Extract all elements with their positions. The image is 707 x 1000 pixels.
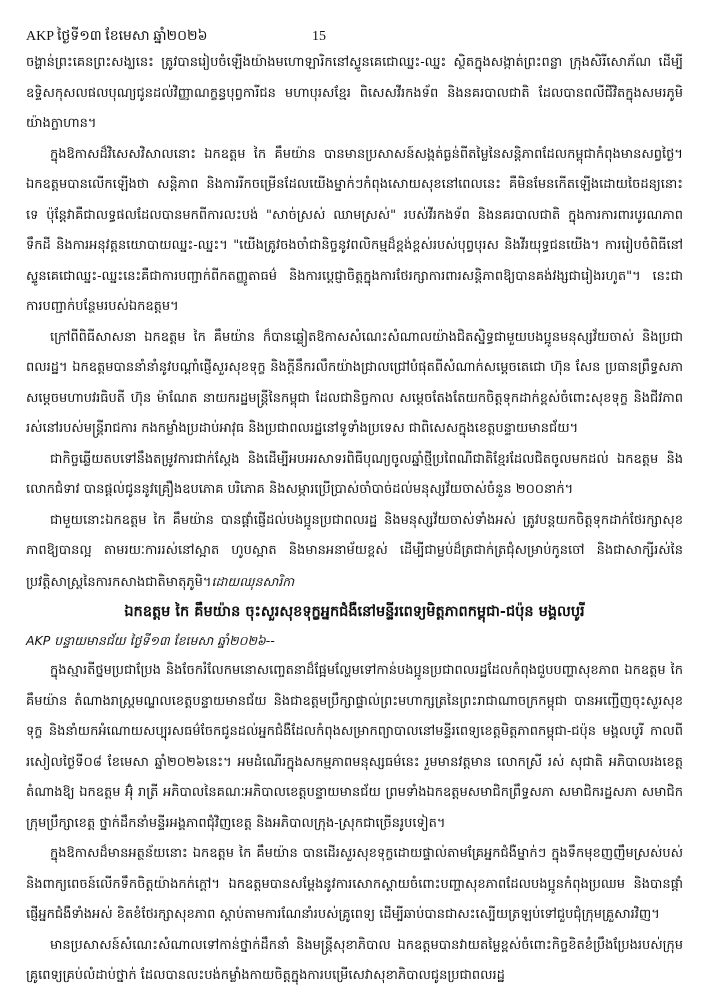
article-1-byline: ដោយឈុនសារិកា: [211, 573, 295, 589]
article-2-dateline: AKP បន្ទាយមានជ័យ ថ្ងៃទី១៣ ខែមេសា ឆ្នាំ២០២៦--: [26, 633, 275, 648]
article-2-paragraph: មានប្រសាសន៍សំណេះសំណាលទៅកាន់ថ្នាក់ដឹកនាំ និងមន្ត្រីសុខាភិបាល ឯកឧត្តមបានវាយតម្លៃខ្ពស់ចំពោះកិច្ចខិតខំប្រឹងប្រែងរបស់ក្រុមគ្រូពេទ្យគ្រប់លំដាប់ថ្នាក់ ដែលបានលះបង់កម្លាំងកាយចិត្តក្នុងការបម្រើសេវាសុខាភិបាលជូនប្រជាពលរដ្ឋ: [26, 937, 683, 983]
article-1-paragraph-last: [26, 506, 683, 599]
article-2-headline: ឯកឧត្តម កៃ គឹមយ៉ាន ចុះសួរសុខទុក្ខអ្នកជំងឺនៅមន្ទីរពេទ្យមិត្តភាពកម្ពុជា-ជប៉ុន មង្គលបូរី: [124, 604, 585, 620]
article-1-paragraph-text: ជាមួយនោះឯកឧត្តម កៃ គឹមយ៉ាន បានផ្តាំផ្ញើដល់បងប្អូនប្រជាពលរដ្ឋ និងមនុស្សវ័យចាស់ទាំងអស់ ត្រូវបន្តយកចិត្តទុកដាក់ថែរក្សាសុខភាពឱ្យបានល្អ តាមរយៈការរស់នៅស្អាត ហូបស្អាត និងមានអនាម័យខ្ពស់ ដើម្បីជាម្លប់ដ៏ត្រជាក់ត្រជុំសម្រាប់កូនចៅ និងជាសាក្សីរស់នៃប្រវត្តិសាស្ត្រនៃការកសាងជាតិមាតុភូមិ។: [26, 512, 683, 590]
article-2: [26, 598, 683, 992]
article-2-paragraph: ក្នុងស្មារតីថ្នមប្រជាប្រែង និងចែករំលែកមនោសញ្ចេតនាដ៏ផ្អែមល្ហែមទៅកាន់បងប្អូនប្រជាពលរដ្ឋដែលកំពុងជួបបញ្ហាសុខភាព ឯកឧត្តម កៃ គឹមយ៉ាន តំណាងរាស្ត្រមណ្ឌលខេត្តបន្ទាយមានជ័យ និងជាឧត្តមប្រឹក្សាផ្ទាល់ព្រះមហាក្សត្រនៃព្រះរាជាណាចក្រកម្ពុជា បានអញ្ជើញចុះសួរសុខទុក្ខ និងនាំយកអំណោយសប្បុរសធម៌ចែកជូនដល់អ្នកជំងឺដែលកំពុងសម្រាកព្យាបាលនៅមន្ទីរពេទ្យខេត្តមិត្តភាពកម្ពុជា-ជប៉ុន មង្គលបូរី កាលពីរសៀលថ្ងៃទី០៨ ខែមេសា ឆ្នាំ២០២៦នេះ។ អមដំណើរក្នុងសកម្មភាពមនុស្សធម៌នេះ រួមមានវត្តមាន លោកស្រី រស់ សុជាតិ អភិបាលរងខេត្ត តំណាងឱ្យ ឯកឧត្តម អ៊ុំ រាត្រី អភិបាលនៃគណៈអភិបាលខេត្តបន្ទាយមានជ័យ ព្រមទាំងឯកឧត្តមសមាជិកព្រឹទ្ធសភា សមាជិករដ្ឋសភា សមាជិកក្រុមប្រឹក្សាខេត្ត ថ្នាក់ដឹកនាំមន្ទីរអង្គភាពជុំវិញខេត្ត និងអភិបាលក្រុង-ស្រុកជាច្រើនរូបទៀត។: [26, 663, 683, 831]
article-1-paragraph: ចង្ហាន់ព្រះគេនព្រះសង្ឃនេះ ត្រូវបានរៀបចំឡើងយ៉ាងមហោឡារិកនៅស្ទូនគេជោឈ្នះ-ឈ្នះ ស្ថិតក្នុងសង្កាត់ព្រះពន្លា ក្រុងសិរីសោភ័ណ ដើម្បីឧទ្ទិសកុសលផលបុណ្យជូនដល់វិញ្ញាណក្ខន្ធបុព្វការីជន មហាបុរសខ្មែរ ពិសេសវីរកងទ័ព និងនគរបាលជាតិ ដែលបានពលីជីវិតក្នុងសមរភូមិយ៉ាងក្លាហាន។: [26, 55, 683, 131]
page-number: 15: [312, 29, 326, 44]
article-1-paragraph: ក្រៅពីពិធីសាសនា ឯកឧត្តម កៃ គឹមយ៉ាន ក៏បានឆ្លៀតឱកាសសំណេះសំណាលយ៉ាងជិតស្និទ្ធជាមួយបងប្អូនមនុស្សវ័យចាស់ និងប្រជាពលរដ្ឋ។ ឯកឧត្តមបាននាំនាំនូវបណ្តាំផ្ញើសួរសុខទុក្ខ និងក្តីនឹករលឹកយ៉ាងជ្រាលជ្រៅបំផុតពីសំណាក់សម្តេចតេជោ ហ៊ុន សែន ប្រធានព្រឹទ្ធសភា សម្តេចមហាបវរធិបតី ហ៊ុន ម៉ាណែត នាយករដ្ឋមន្ត្រីនៃកម្ពុជា ដែលជានិច្ចកាល សម្តេចតែងតែយកចិត្តទុកដាក់ខ្ពស់ចំពោះសុខទុក្ខ និងជីវភាពរស់នៅរបស់មន្ត្រីរាជការ កងកម្លាំងប្រដាប់អាវុធ និងប្រជាពលរដ្ឋនៅទូទាំងប្រទេស ជាពិសេសក្នុងខេត្តបន្ទាយមានជ័យ។: [26, 329, 683, 436]
article-1-paragraph: ជាកិច្ចឆ្លើយតបទៅនឹងតម្រូវការជាក់ស្តែង និងដើម្បីអបអរសាទរពិធីបុណ្យចូលឆ្នាំថ្មីប្រពៃណីជាតិខ្មែរដែលជិតចូលមកដល់ ឯកឧត្តម និងលោកជំទាវ បានផ្តល់ជូននូវគ្រឿងឧបភោគ បរិភោគ និងសម្ភារប្រើប្រាស់ចាំបាច់ដល់មនុស្សវ័យចាស់ចំនួន ២០០នាក់។: [26, 451, 683, 497]
header-dateline: AKP ថ្ងៃទី១៣ ខែមេសា ឆ្នាំ២០២៦: [26, 29, 208, 44]
article-2-paragraph: ក្នុងឱកាសដ៏មានអត្ថន័យនោះ ឯកឧត្តម កៃ គឹមយ៉ាន បានដើរសួរសុខទុក្ខដោយផ្ទាល់តាមគ្រែអ្នកជំងឺម្នាក់ៗ ក្នុងទឹកមុខញញឹមស្រស់បស់ និងពាក្យពេចន៍លើកទឹកចិត្តយ៉ាងកក់ក្តៅ។ ឯកឧត្តមបានសម្តែងនូវការសោកស្តាយចំពោះបញ្ហាសុខភាពដែលបងប្អូនកំពុងប្រឈម និងបានផ្តាំផ្ញើអ្នកជំងឺទាំងអស់ ខិតខំថែរក្សាសុខភាព ស្តាប់តាមការណែនាំរបស់គ្រូពេទ្យ ដើម្បីឆាប់បានជាសះស្បើយត្រឡប់ទៅជួបជុំក្រុមគ្រួសារវិញ។: [26, 846, 683, 922]
page-header: [26, 28, 683, 48]
article-1: [26, 48, 683, 598]
article-1-paragraph: ក្នុងឱកាសដ៏វិសេសវិសាលនោះ ឯកឧត្តម កៃ គឹមយ៉ាន បានមានប្រសាសន៍សង្កត់ធ្ងន់ពីតម្លៃនៃសន្តិភាពដែលកម្ពុជាកំពុងមានសព្វថ្ងៃ។ ឯកឧត្តមបានលើកឡើងថា សន្តិភាព និងការរីកចម្រើនដែលយើងម្នាក់ៗកំពុងសោយសុខនៅពេលនេះ គឺមិនមែនកើតឡើងដោយចៃដន្យនោះទេ ប៉ុន្តែវាគឺជាលទ្ធផលដែលបានមកពីការលះបង់ "សាច់ស្រស់ ឈាមស្រស់" របស់វីរកងទ័ព និងនគរបាលជាតិ ក្នុងការការពារបូរណភាពទឹកដី និងការអនុវត្តនយោបាយឈ្នះ-ឈ្នះ។ "យើងត្រូវចងចាំជានិច្ចនូវពលិកម្មដ៏ខ្ពង់ខ្ពស់របស់បុព្វបុរស និងវីរយុទ្ធជនយើង។ ការរៀបចំពិធីនៅស្ទូនគេជោឈ្នះ-ឈ្នះនេះគឺជាការបញ្ជាក់ពីកតញ្ញូតាធម៌ និងការប្តេជ្ញាចិត្តក្នុងការថែរក្សាការពារសន្តិភាពឱ្យបានគង់វង្សជារៀងរហូត"។ នេះជាការបញ្ជាក់បន្ថែមរបស់ឯកឧត្តម។: [26, 146, 683, 314]
